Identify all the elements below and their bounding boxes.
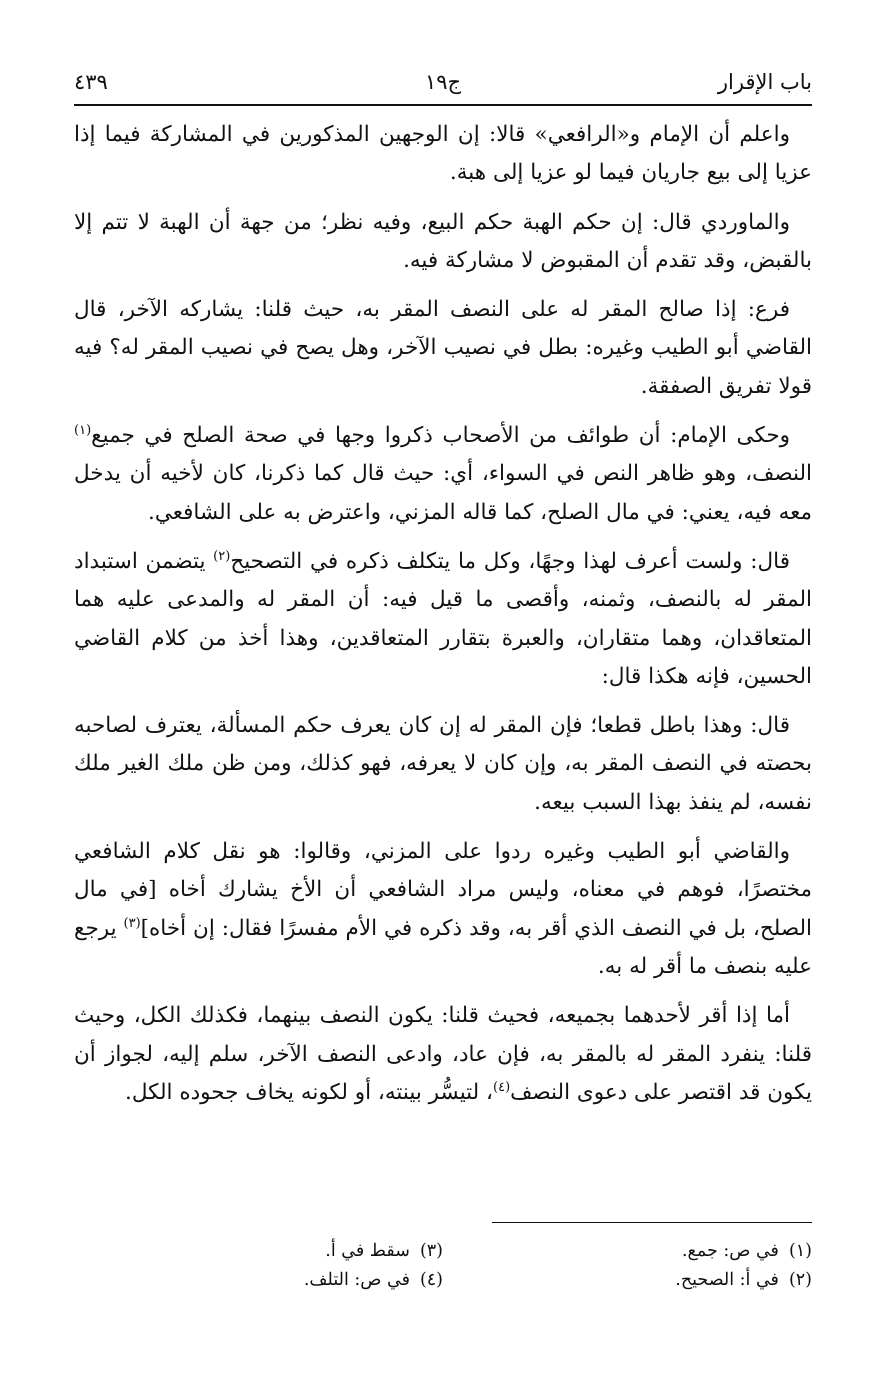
footnote-text: سقط في أ.	[325, 1241, 410, 1261]
paragraph-text: فرع: إذا صالح المقر له على النصف المقر به، حيث قلنا: يشاركه الآخر، قال القاضي أبو الطيب وغيره: بطل في نصيب الآخر، وهل يصح في نصيب المقر له؟ فيه قولا تفريق الصفقة.	[74, 297, 812, 399]
footnote	[74, 1237, 443, 1266]
footnote-separator	[492, 1222, 812, 1223]
footnote-reference: (٤)	[493, 1079, 511, 1095]
volume-label: ج١٩	[424, 70, 462, 94]
page-number: ٤٣٩	[74, 70, 108, 94]
book-page	[74, 60, 812, 1310]
paragraph-text: يتضمن استبداد المقر له بالنصف، وثمنه، وأقصى ما قيل فيه: أن المقر له والمدعى عليه هما المتعاقدان، وهما متقاران، والعبرة بتقارر المتعاقدين، وهذا أخذ من كلام القاضي الحسين، فإنه هكذا قال:	[74, 548, 812, 689]
footnote	[443, 1266, 812, 1295]
footnote-text: في أ: الصحيح.	[675, 1270, 779, 1290]
footnote-reference: (٣)	[123, 915, 141, 931]
footnote-column-left	[74, 1237, 443, 1295]
paragraph-text: أما إذا أقر لأحدهما بجميعه، فحيث قلنا: يكون النصف بينهما، فكذلك الكل، وحيث قلنا: ينفرد المقر له بالمقر به، فإن عاد، وادعى النصف الآخر، سلم إليه، لجواز أن يكون قد اقتصر على دعوى النصف	[74, 1003, 812, 1105]
footnote-number: (٢)	[788, 1270, 812, 1290]
footnote-column-right	[443, 1237, 812, 1295]
paragraph	[74, 417, 812, 532]
paragraph-text: وحكى الإمام: أن طوائف من الأصحاب ذكروا وجها في صحة الصلح في جميع	[91, 423, 790, 449]
paragraph	[74, 543, 812, 696]
chapter-title: باب الإقرار	[717, 70, 812, 94]
paragraph-text: والماوردي قال: إن حكم الهبة حكم البيع، وفيه نظر؛ من جهة أن الهبة لا تتم إلا بالقبض، وقد تقدم أن المقبوض لا مشاركة فيه.	[74, 209, 812, 273]
paragraph	[74, 116, 812, 193]
paragraph-text: النصف، وهو ظاهر النص في السواء، أي: حيث قال كما ذكرنا، كان لأخيه أن يدخل معه فيه، يعني: في مال الصلح، كما قاله المزني، واعترض به على الشافعي.	[74, 461, 812, 525]
footnote-reference: (٢)	[213, 548, 231, 564]
footnote-number: (٤)	[419, 1270, 443, 1290]
footnote	[74, 1266, 443, 1295]
paragraph-text: قال: ولست أعرف لهذا وجهًا، وكل ما يتكلف ذكره في التصحيح	[230, 548, 790, 574]
footnote	[443, 1237, 812, 1266]
footnote-text: في ص: التلف.	[303, 1270, 410, 1290]
footnote-number: (١)	[788, 1241, 812, 1261]
footnote-reference: (١)	[74, 422, 92, 438]
paragraph	[74, 833, 812, 986]
paragraph-text: ، لتيسُّر بينته، أو لكونه يخاف جحوده الكل.	[125, 1079, 493, 1105]
paragraph	[74, 997, 812, 1112]
running-header	[74, 60, 812, 106]
paragraph-text: واعلم أن الإمام و«الرافعي» قالا: إن الوجهين المذكورين في المشاركة فيما إذا عزيا إلى بيع جاريان فيما لو عزيا إلى هبة.	[74, 122, 812, 186]
footnote-number: (٣)	[419, 1241, 443, 1261]
paragraph	[74, 707, 812, 822]
paragraph-text: والقاضي أبو الطيب وغيره ردوا على المزني، وقالوا: هو نقل كلام الشافعي مختصرًا، فوهم في معناه، وليس مراد الشافعي أن الأخ يشارك أخاه [في مال الصلح، بل في النصف الذي أقر به، وقد ذكره في الأم مفسرًا فقال: إن أخاه]	[74, 839, 812, 941]
paragraph-text: يرجع عليه بنصف ما أقر له به.	[74, 915, 812, 979]
footnotes	[74, 1222, 812, 1295]
paragraph-text: قال: وهذا باطل قطعا؛ فإن المقر له إن كان يعرف حكم المسألة، يعترف لصاحبه بحصته في النصف المقر به، وإن كان لا يعرفه، فهو كذلك، ومن ظن ملك الغير ملك نفسه، لم ينفذ بهذا السبب بيعه.	[74, 713, 812, 815]
paragraph	[74, 291, 812, 406]
main-text	[74, 116, 812, 1112]
footnote-text: في ص: جمع.	[681, 1241, 779, 1261]
paragraph	[74, 204, 812, 281]
